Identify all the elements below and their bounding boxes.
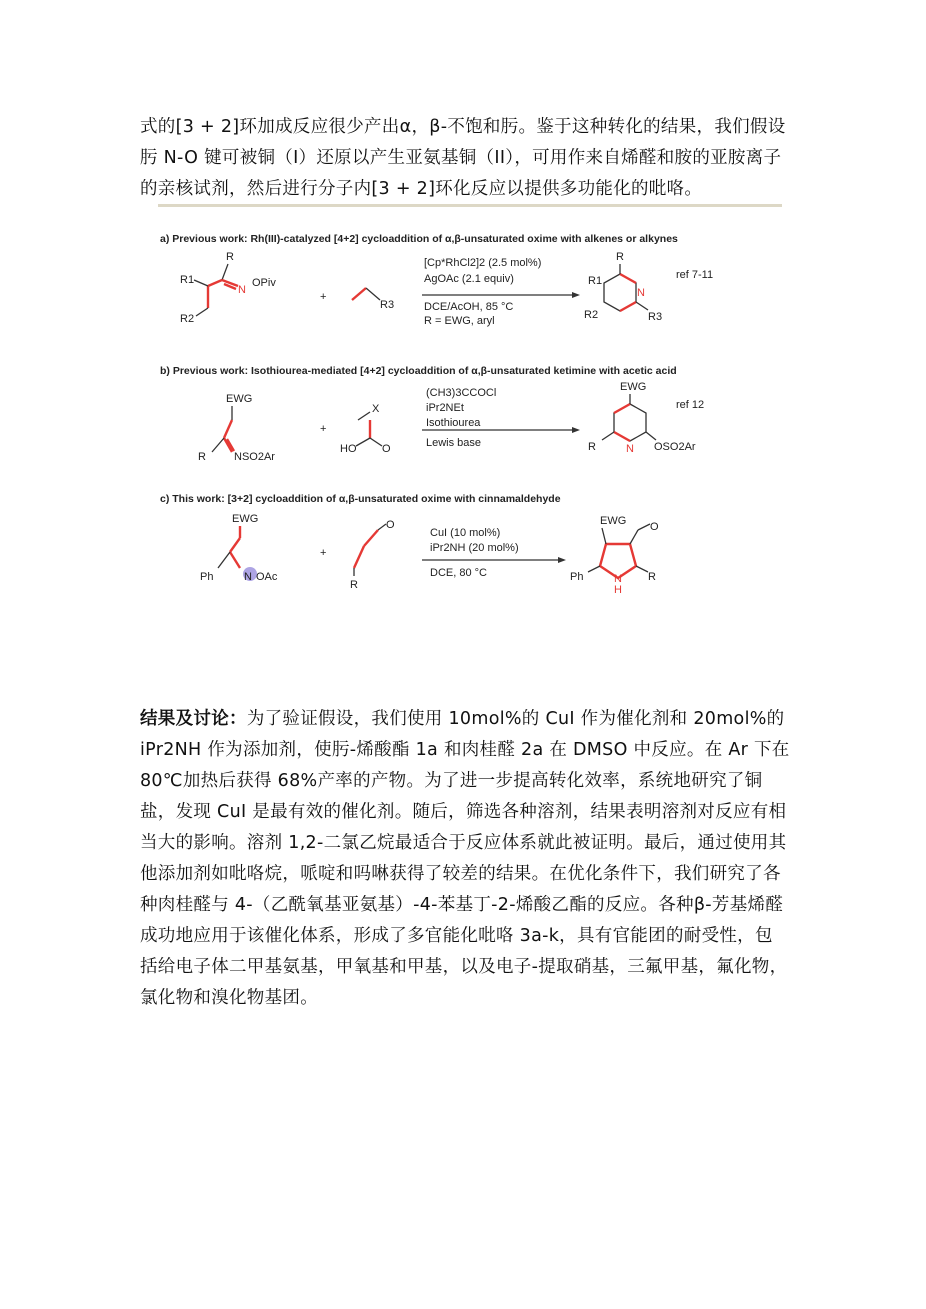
- panel-b-caption: b) Previous work: Isothiourea-mediated [4+2] cycloaddition of α,β-unsaturated ketimine with acetic acid: [160, 365, 677, 377]
- panel-b-ho-label: HO: [340, 443, 357, 455]
- panel-a-alkene-structure: [352, 288, 380, 300]
- reaction-scheme-figure: [160, 220, 770, 600]
- panel-b-nso2ar-label: NSO2Ar: [234, 451, 275, 463]
- results-text: 为了验证假设，我们使用 10mol%的 CuI 作为催化剂和 20mol%的 iPr2NH 作为添加剂，使肟-烯酸酯 1a 和肉桂醛 2a 在 DMSO 中反应。在 Ar 下在 80℃加热后获得 68%产率的产物。为了进一步提高转化效率，系统地研究了铜盐，发现 CuI 是最有效的催化剂。随后，筛选各种溶剂，结果表明溶剂对反应有相当大的影响。溶剂 1,2-二氯乙烷最适合于反应体系就此被证明。最后，通过使用其他添加剂如吡咯烷，哌啶和吗啉获得了较差的结果。在优化条件下，我们研究了各种肉桂醛与 4-（乙酰氧基亚氨基）-4-苯基丁-2-烯酸乙酯的反应。各种β-芳基烯醛成功地应用于该催化体系，形成了多官能化吡咯 3a-k，具有官能团的耐受性，包括给电子体二甲基氨基，甲氧基和甲基，以及电子-提取硝基，三氟甲基，氟化物，氯化物和溴化物基团。: [140, 709, 790, 1008]
- panel-c-product-o-label: O: [650, 521, 659, 533]
- panel-c-condition-1: CuI (10 mol%): [430, 527, 501, 539]
- panel-c-r-label: R: [350, 579, 358, 591]
- panel-c-product-ph-label: Ph: [570, 571, 584, 583]
- panel-b-product-oso2ar-label: OSO2Ar: [654, 441, 696, 453]
- panel-c-condition-3: DCE, 80 °C: [430, 567, 487, 579]
- panel-b-condition-2: iPr2NEt: [426, 402, 464, 414]
- panel-b-ketimine-structure: [212, 406, 234, 452]
- panel-a-r1-label: R1: [180, 274, 195, 286]
- panel-b-condition-4: Lewis base: [426, 437, 482, 449]
- panel-a-r2-label: R2: [180, 313, 195, 325]
- figure-top-rule: [158, 204, 782, 207]
- panel-a-opiv-label: OPiv: [252, 277, 276, 289]
- panel-b-product-ewg-label: EWG: [620, 381, 647, 393]
- panel-c-product-nh-label: N: [614, 573, 622, 585]
- panel-a-condition-4: R = EWG, aryl: [424, 315, 495, 327]
- intro-paragraph: 式的[3 + 2]环加成反应很少产出α，β-不饱和肟。鉴于这种转化的结果，我们假设肟 N-O 键可被铜（I）还原以产生亚氨基铜（II），可用作来自烯醛和胺的亚胺离子的亲核试剂，然后进行分子内[3 + 2]环化反应以提供多功能化的吡咯。: [140, 117, 786, 199]
- panel-c-product-ewg-label: EWG: [600, 515, 627, 527]
- panel-a-r3-label: R3: [380, 299, 395, 311]
- panel-a-product-n-label: N: [637, 287, 645, 299]
- panel-c-product-h-label: H: [614, 584, 622, 596]
- panel-a-condition-1: [Cp*RhCl2]2 (2.5 mol%): [424, 257, 542, 269]
- panel-c-caption: c) This work: [3+2] cycloaddition of α,β-unsaturated oxime with cinnamaldehyde: [160, 493, 561, 505]
- panel-b-pyridine-product: [602, 394, 656, 441]
- panel-b-product-r-label: R: [588, 441, 596, 453]
- panel-c-plus: +: [320, 547, 327, 559]
- panel-b-plus: +: [320, 423, 327, 435]
- panel-b-ref: ref 12: [676, 399, 705, 411]
- panel-a-product-r2-label: R2: [584, 309, 599, 321]
- panel-b-condition-1: (CH3)3CCOCl: [426, 387, 497, 399]
- panel-a-ref: ref 7-11: [676, 269, 714, 281]
- panel-c-o-label: O: [386, 519, 395, 531]
- panel-c-condition-2: iPr2NH (20 mol%): [430, 542, 519, 554]
- panel-b-x-label: X: [372, 403, 380, 415]
- panel-a-condition-2: AgOAc (2.1 equiv): [424, 273, 514, 285]
- panel-b-condition-3: Isothiourea: [426, 417, 481, 429]
- panel-b-r-label: R: [198, 451, 206, 463]
- panel-c-oac-label: OAc: [256, 571, 278, 583]
- panel-b-o-label: O: [382, 443, 391, 455]
- panel-a-condition-3: DCE/AcOH, 85 °C: [424, 301, 514, 313]
- panel-b-acid-structure: [356, 412, 382, 446]
- panel-c-ph-label: Ph: [200, 571, 214, 583]
- panel-c-cinnamaldehyde-structure: [354, 524, 386, 576]
- panel-b-product-n-label: N: [626, 443, 634, 455]
- panel-a-oxime-structure: [194, 264, 238, 316]
- panel-a-product-r3-label: R3: [648, 311, 663, 323]
- results-heading: 结果及讨论：: [140, 709, 247, 729]
- panel-a-plus: +: [320, 291, 327, 303]
- panel-b-ewg-label: EWG: [226, 393, 253, 405]
- panel-c-n-label: N: [244, 571, 252, 583]
- panel-a-caption: a) Previous work: Rh(III)-catalyzed [4+2] cycloaddition of α,β-unsaturated oxime with alkenes or alkynes: [160, 233, 678, 245]
- panel-a-r-label: R: [226, 251, 234, 263]
- panel-c-product-r-label: R: [648, 571, 656, 583]
- results-paragraph: [140, 704, 790, 1014]
- panel-a-n-label: N: [238, 284, 246, 296]
- panel-c-pyrrole-product: [588, 524, 650, 578]
- panel-a-product-r-label: R: [616, 251, 624, 263]
- panel-c-ewg-label: EWG: [232, 513, 259, 525]
- panel-a-product-r1-label: R1: [588, 275, 603, 287]
